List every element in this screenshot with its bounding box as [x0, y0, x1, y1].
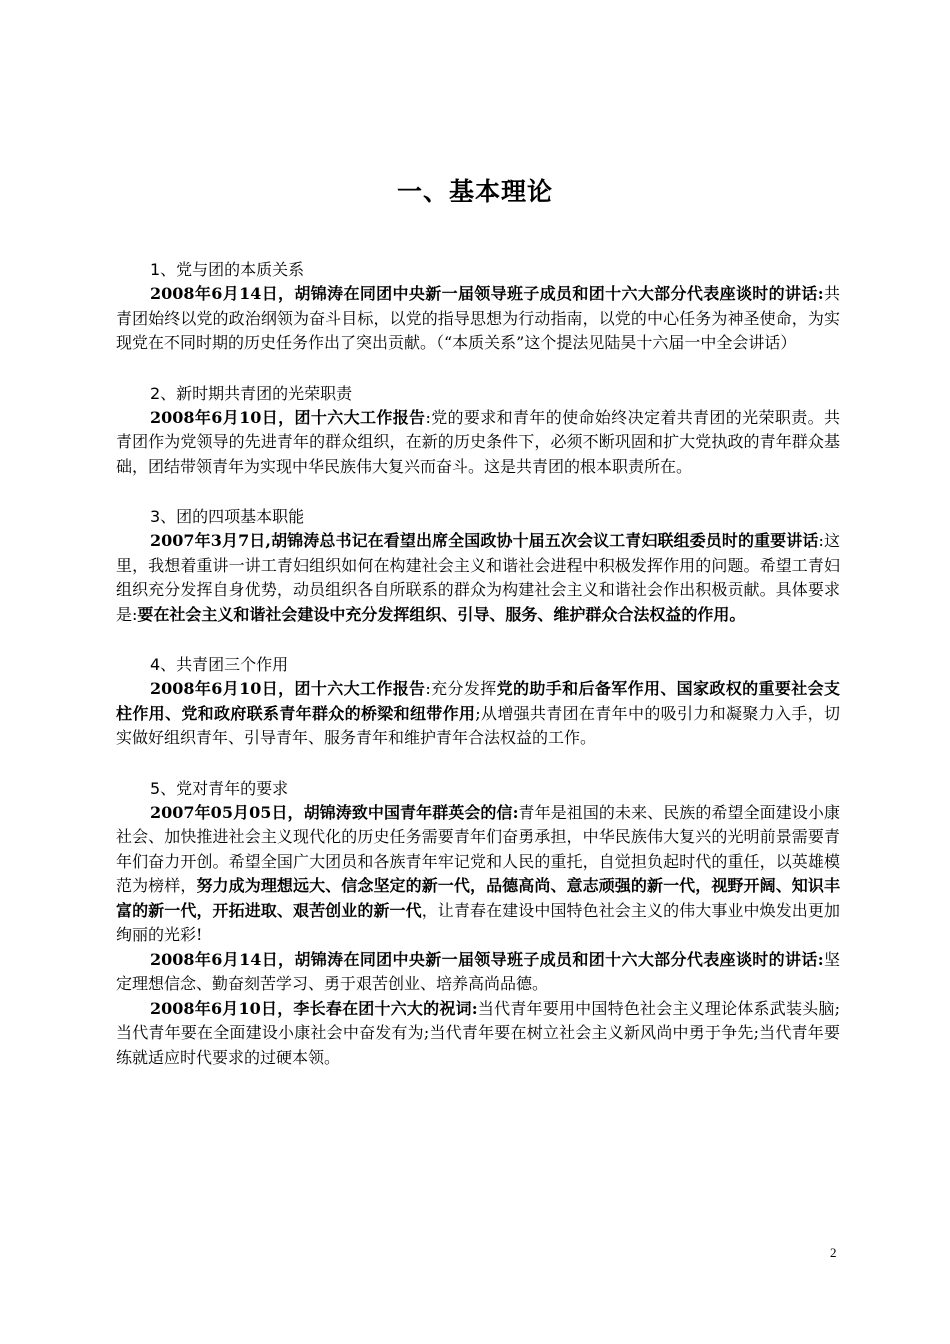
bold-text-run: 党的助手和后备军作用、国家政权的重要社会支柱作用、党和政府联系青年群众的桥梁和纽带作用 — [116, 679, 840, 723]
section-heading: 5、党对青年的要求 — [150, 778, 289, 798]
paragraph — [116, 801, 840, 948]
bold-text-run: 2008年6月14日，胡锦涛在同团中央新一届领导班子成员和团十六大部分代表座谈时的讲话: — [150, 949, 824, 969]
text-run: 青年是祖国的未来、民族的希望全面建设小康社会、加快推进社会主义现代化的历史任务需要青年们奋勇承担，中华民族伟大复兴的光明前景需要青年们奋力开创。希望全国广大团员和各族青年牢记党和人民的重托，自觉担负起时代的重任，以英雄模范为榜样， — [116, 802, 840, 895]
bold-text-run: 努力成为理想远大、信念坚定的新一代，品德高尚、意志顽强的新一代，视野开阔、知识丰富的新一代，开拓进取、艰苦创业的新一代 — [116, 876, 840, 920]
text-run: 共青团始终以党的政治纲领为奋斗目标，以党的指导思想为行动指南，以党的中心任务为神圣使命，为实现党在不同时期的历史任务作出了突出贡献。（“本质关系”这个提法见陆昊十六届一中全会讲话） — [116, 284, 840, 352]
section-heading: 3、团的四项基本职能 — [150, 507, 305, 526]
page-number: 2 — [830, 1245, 837, 1260]
section-heading: 4、共青团三个作用 — [150, 655, 289, 674]
document-body — [116, 258, 840, 1070]
section-gap — [116, 356, 840, 382]
paragraph — [116, 406, 840, 480]
text-run: :党的要求和青年的使命始终决定着共青团的光荣职责。共青团作为党领导的先进青年的群众组织，在新的历史条件下，必须不断巩固和扩大党执政的青年群众基础，团结带领青年为实现中华民族伟大复兴而奋斗。这是共青团的根本职责所在。 — [116, 407, 840, 476]
section-heading: 1、党与团的本质关系 — [150, 260, 305, 279]
section-gap — [116, 479, 840, 505]
text-run: 坚定理想信念、勤奋刻苦学习、勇于艰苦创业、培养高尚品德。 — [116, 949, 840, 993]
bold-text-run: 2008年6月14日，胡锦涛在同团中央新一届领导班子成员和团十六大部分代表座谈时的讲话: — [150, 284, 824, 303]
paragraph — [116, 282, 840, 356]
page-title: 一、基本理论 — [396, 177, 553, 206]
bold-text-run: 2008年6月10日，李长春在团十六大的祝词: — [150, 998, 478, 1018]
bold-text-run: 要在社会主义和谐社会建设中充分发挥组织、引导、服务、维护群众合法权益的作用。 — [137, 604, 746, 624]
paragraph — [116, 677, 840, 751]
text-run: :充分发挥 — [425, 679, 497, 698]
section-heading: 2、新时期共青团的光荣职责 — [150, 383, 353, 403]
paragraph — [116, 997, 840, 1071]
bold-text-run: 2008年6月10日，团十六大工作报告 — [150, 679, 426, 698]
paragraph — [116, 529, 840, 627]
section-gap — [116, 751, 840, 777]
text-run: ;从增强共青团在青年中的吸引力和凝聚力入手，切实做好组织青年、引导青年、服务青年和维护青年合法权益的工作。 — [116, 703, 840, 747]
bold-text-run: 2007年05月05日，胡锦涛致中国青年群英会的信: — [150, 802, 519, 822]
paragraph — [116, 948, 840, 997]
text-run: ，让青春在建设中国特色社会主义的伟大事业中焕发出更加绚丽的光彩! — [116, 900, 840, 944]
bold-text-run: 2007年3月7日,胡锦涛总书记在看望出席全国政协十届五次会议工青妇联组委员时的重要讲话 — [150, 531, 819, 550]
bold-text-run: 2008年6月10日，团十六大工作报告 — [150, 407, 426, 427]
text-run: 当代青年要用中国特色社会主义理论体系武装头脑;当代青年要在全面建设小康社会中奋发有为;当代青年要在树立社会主义新风尚中勇于争先;当代青年要练就适应时代要求的过硬本领。 — [116, 998, 840, 1067]
section-gap — [116, 627, 840, 653]
text-run: :这里，我想着重讲一讲工青妇组织如何在构建社会主义和谐社会进程中积极发挥作用的问题。希望工青妇组织充分发挥自身优势，动员组织各自所联系的群众为构建社会主义和谐社会作出积极贡献。具体要求是: — [116, 531, 840, 624]
